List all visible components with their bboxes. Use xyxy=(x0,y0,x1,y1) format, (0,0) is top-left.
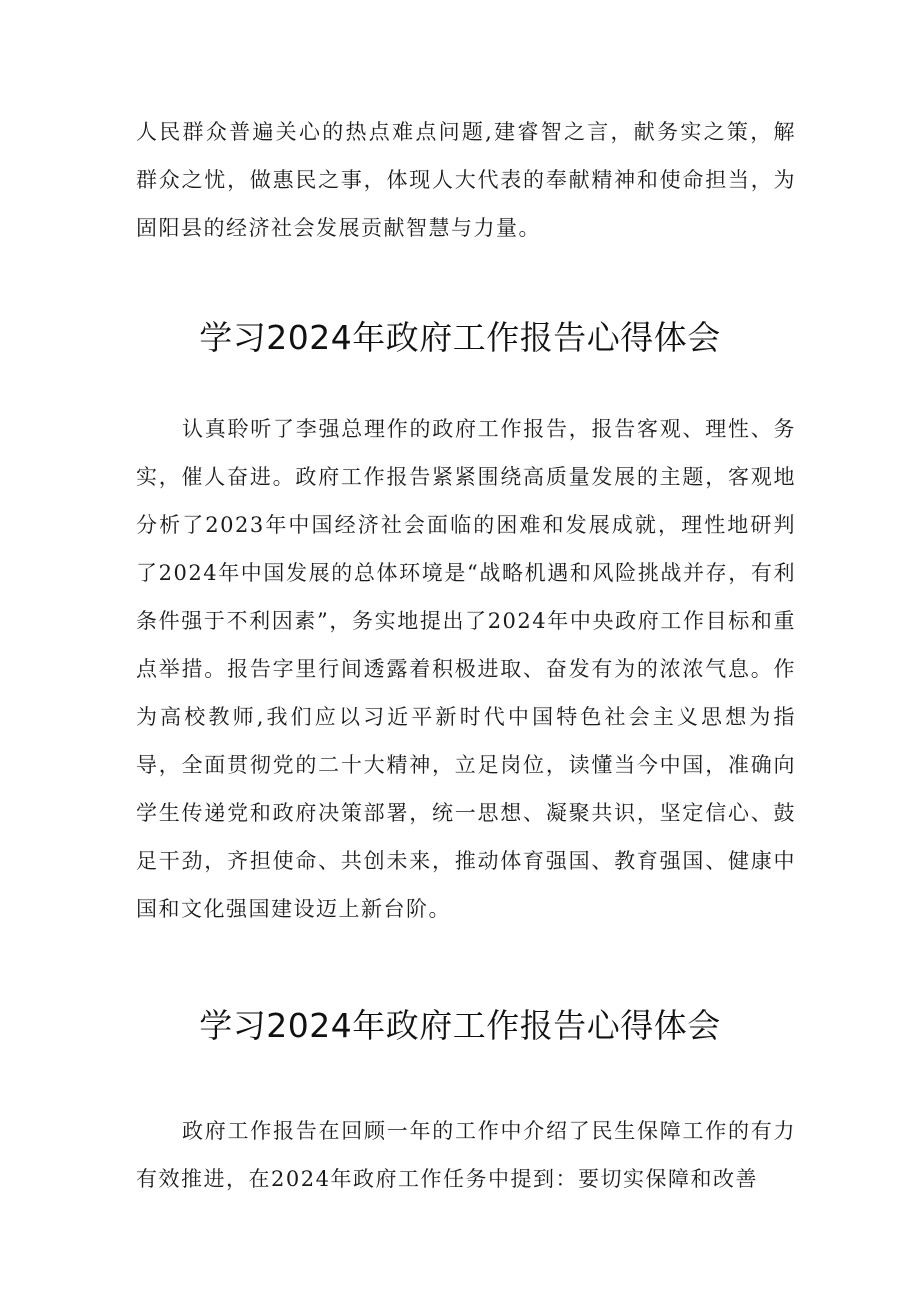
body-paragraph-2: 认真聆听了李强总理作的政府工作报告，报告客观、理性、务实，催人奋进。政府工作报告紧紧围绕高质量发展的主题，客观地分析了2023年中国经济社会面临的困难和发展成就，理性地研判了2024年中国发展的总体环境是“战略机遇和风险挑战并存，有利条件强于不利因素”，务实地提出了2024年中央政府工作目标和重点举措。报告字里行间透露着积极进取、奋发有为的浓浓气息。作为高校教师,我们应以习近平新时代中国特色社会主义思想为指导，全面贯彻党的二十大精神，立足岗位，读懂当今中国，准确向学生传递党和政府决策部署，统一思想、凝聚共识，坚定信心、鼓足干劲，齐担使命、共创未来，推动体育强国、教育强国、健康中国和文化强国建设迈上新台阶。 xyxy=(136,417,796,921)
body-paragraph-3: 政府工作报告在回顾一年的工作中介绍了民生保障工作的有力有效推进，在2024年政府工作任务中提到：要切实保障和改善 xyxy=(136,1119,796,1191)
section-heading-2: 学习2024年政府工作报告心得体会 xyxy=(199,1006,721,1045)
section-heading-1: 学习2024年政府工作报告心得体会 xyxy=(199,318,721,357)
body-paragraph-1: 人民群众普遍关心的热点难点问题,建睿智之言，献务实之策，解群众之忧，做惠民之事，体现人大代表的奉献精神和使命担当，为固阳县的经济社会发展贡献智慧与力量。 xyxy=(136,120,796,240)
